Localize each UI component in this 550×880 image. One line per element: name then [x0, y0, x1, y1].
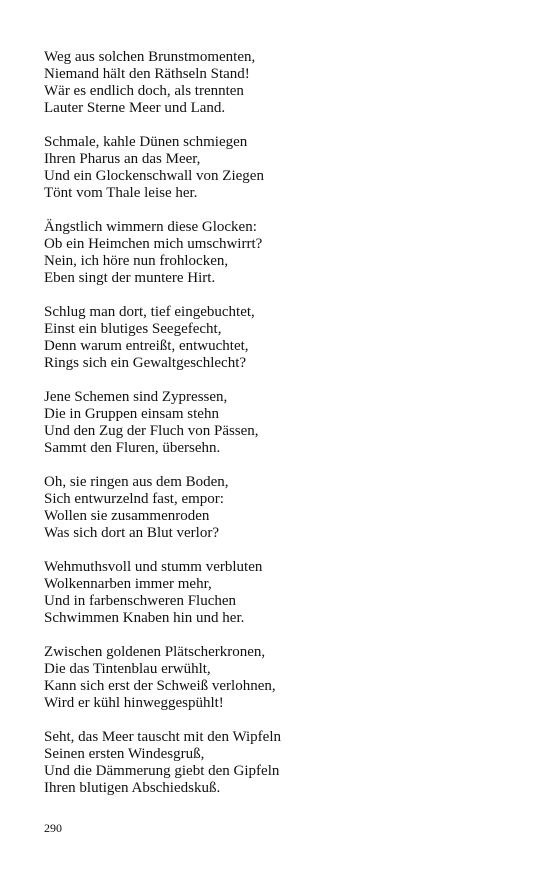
verse-line: Ob ein Heimchen mich umschwirrt?: [44, 236, 263, 252]
verse-line: Nein, ich höre nun frohlocken,: [44, 253, 229, 269]
verse-line: Jene Schemen sind Zypressen,: [44, 389, 228, 405]
verse-line: Seht, das Meer tauscht mit den Wipfeln: [44, 729, 281, 745]
verse-line: Und den Zug der Fluch von Pässen,: [44, 423, 259, 439]
verse-line: Niemand hält den Räthseln Stand!: [44, 66, 250, 82]
stanza-3: [44, 219, 524, 287]
stanza-5: [44, 389, 524, 457]
verse-line: Sammt den Fluren, übersehn.: [44, 440, 221, 456]
stanza-7: [44, 559, 524, 627]
verse-line: Denn warum entreißt, entwuchtet,: [44, 338, 249, 354]
poem-body: [44, 49, 524, 814]
verse-line: Rings sich ein Gewaltgeschlecht?: [44, 355, 247, 371]
stanza-8: [44, 644, 524, 712]
verse-line: Schmale, kahle Dünen schmiegen: [44, 134, 248, 150]
verse-line: Was sich dort an Blut verlor?: [44, 525, 219, 541]
page-number: 290: [44, 821, 62, 835]
verse-line: Und die Dämmerung giebt den Gipfeln: [44, 763, 280, 779]
verse-line: Weg aus solchen Brunstmomenten,: [44, 49, 256, 65]
verse-line: Einst ein blutiges Seegefecht,: [44, 321, 222, 337]
verse-line: Zwischen goldenen Plätscherkronen,: [44, 644, 266, 660]
stanza-2: [44, 134, 524, 202]
verse-line: Lauter Sterne Meer und Land.: [44, 100, 226, 116]
verse-line: Wird er kühl hinweggespühlt!: [44, 695, 224, 711]
stanza-1: [44, 49, 524, 117]
verse-line: Und ein Glockenschwall von Ziegen: [44, 168, 264, 184]
verse-line: Wär es endlich doch, als trennten: [44, 83, 244, 99]
verse-line: Sich entwurzelnd fast, empor:: [44, 491, 224, 507]
verse-line: Oh, sie ringen aus dem Boden,: [44, 474, 229, 490]
verse-line: Wehmuthsvoll und stumm verbluten: [44, 559, 263, 575]
stanza-9: [44, 729, 524, 797]
verse-line: Die in Gruppen einsam stehn: [44, 406, 219, 422]
verse-line: Ihren blutigen Abschiedskuß.: [44, 780, 221, 796]
verse-line: Die das Tintenblau erwühlt,: [44, 661, 211, 677]
verse-line: Tönt vom Thale leise her.: [44, 185, 198, 201]
stanza-6: [44, 474, 524, 542]
verse-line: Wollen sie zusammenroden: [44, 508, 210, 524]
verse-line: Seinen ersten Windesgruß,: [44, 746, 205, 762]
verse-line: Ihren Pharus an das Meer,: [44, 151, 201, 167]
stanza-4: [44, 304, 524, 372]
verse-line: Schwimmen Knaben hin und her.: [44, 610, 245, 626]
verse-line: Kann sich erst der Schweiß verlohnen,: [44, 678, 276, 694]
verse-line: Wolkennarben immer mehr,: [44, 576, 212, 592]
verse-line: Ängstlich wimmern diese Glocken:: [44, 219, 257, 235]
verse-line: Schlug man dort, tief eingebuchtet,: [44, 304, 255, 320]
verse-line: Eben singt der muntere Hirt.: [44, 270, 216, 286]
verse-line: Und in farbenschweren Fluchen: [44, 593, 237, 609]
